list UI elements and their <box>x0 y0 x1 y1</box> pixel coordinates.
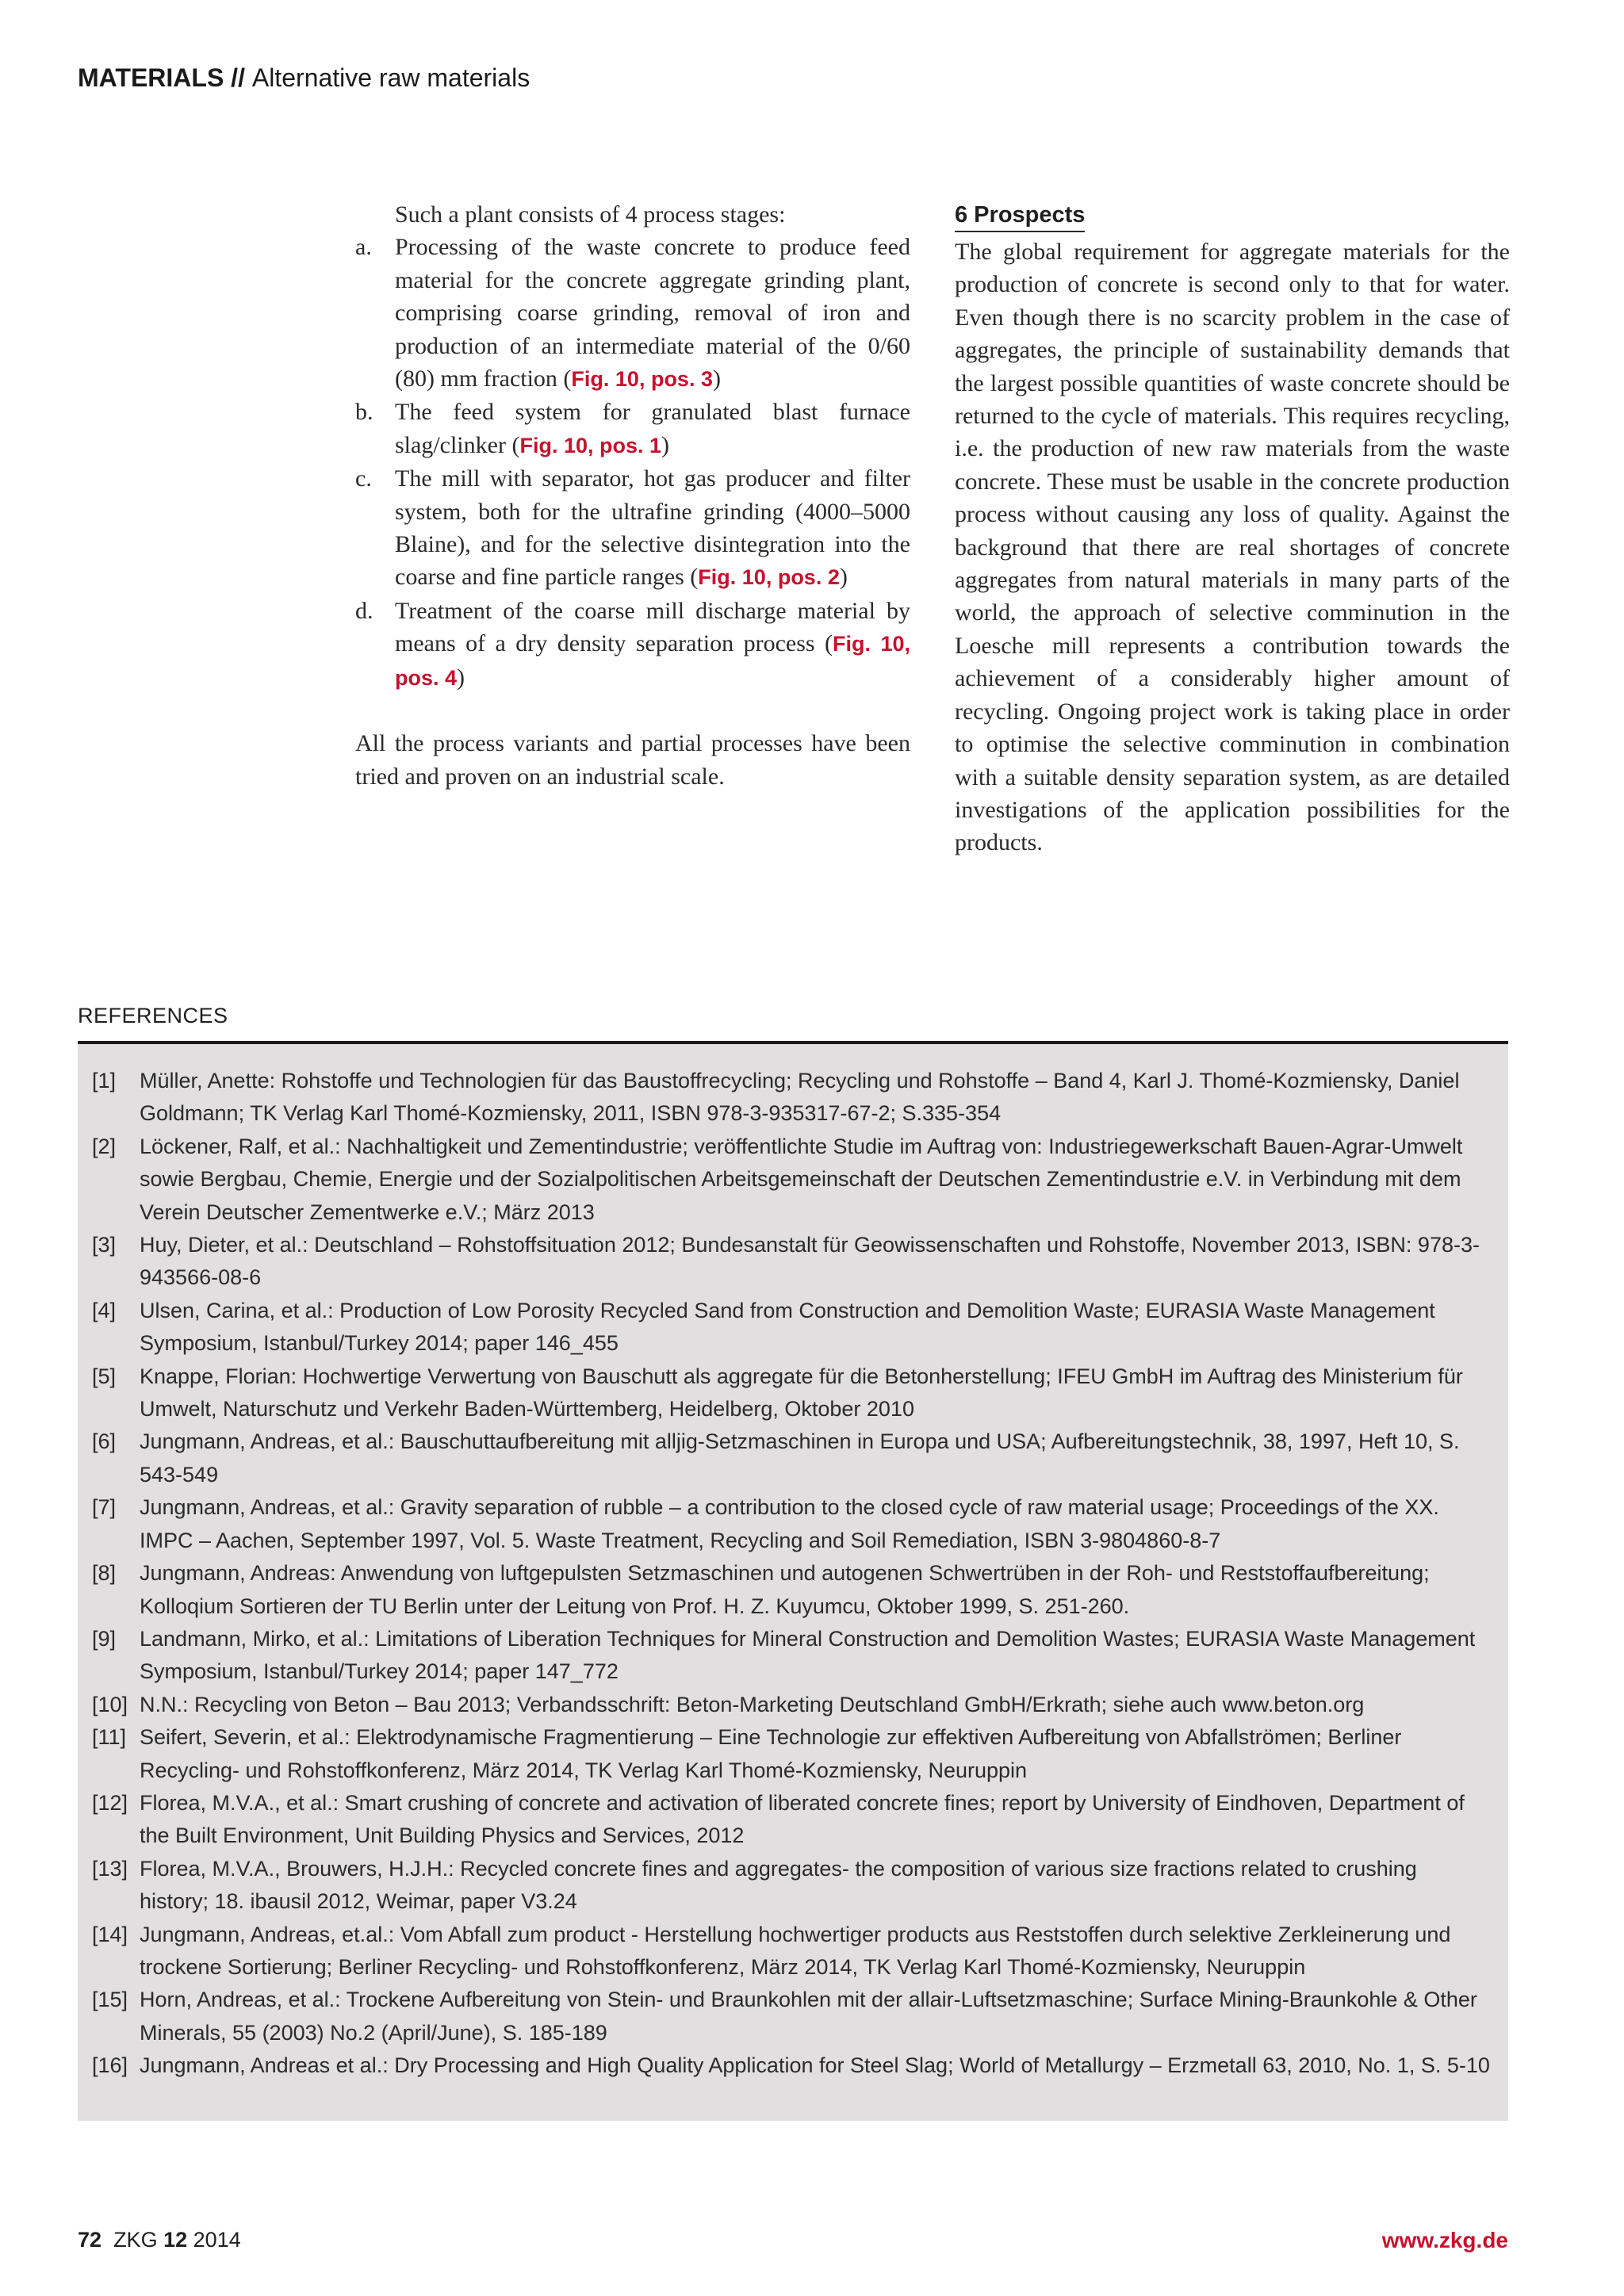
left-column <box>355 198 910 793</box>
reference-text: Seifert, Severin, et al.: Elektrodynamische Fragmentierung – Eine Technologie zur effektiven Aufbereitung von Abfallströmen; Berliner Recycling- und Rohstoffkonferenz, März 2014, TK Verlag Karl Thomé-Kozmiensky, Neuruppin <box>140 1725 1402 1782</box>
figure-reference-link[interactable]: Fig. 10, pos. 4 <box>395 632 910 690</box>
closing-paragraph: All the process variants and partial processes have been tried and proven on an industrial scale. <box>355 730 910 790</box>
reference-text: N.N.: Recycling von Beton – Bau 2013; Verbandsschrift: Beton-Marketing Deutschland GmbH/Erkrath; siehe auch www.beton.org <box>140 1692 1365 1716</box>
figure-reference-link[interactable]: Fig. 10, pos. 2 <box>698 565 840 590</box>
process-step-d <box>355 595 910 695</box>
step-text-after: ) <box>839 564 848 591</box>
issue-number: 12 <box>163 2228 188 2252</box>
reference-item <box>92 1491 1491 1557</box>
prospects-paragraph: The global requirement for aggregate materials for the production of concrete is second only to that for water. Even though there is no scarcity problem in the case of aggregates, the principle of sustainability demands that the largest possible quantities of waste concrete should be returned to the cycle of materials. This requires recycling, i.e. the production of new raw materials from the waste concrete. These must be usable in the concrete production process without causing any loss of quality. Against the background that there are real shortages of concrete aggregates from natural materials in many parts of the world, the approach of selective comminution in the Loesche mill represents a contribution towards the achievement of a considerably higher amount of recycling. Ongoing project work is taking place in order to optimise the selective comminution in combination with a suitable density separation system, as are detailed investigations of the application possibilities for the products. <box>955 239 1510 856</box>
step-text <box>395 462 910 595</box>
reference-text: Jungmann, Andreas et al.: Dry Processing and High Quality Application for Steel Slag; World of Metallurgy – Erzmetall 63, 2010, No. 1, S. 5-10 <box>140 2053 1490 2078</box>
reference-item <box>92 1229 1491 1295</box>
journal-name: ZKG <box>113 2228 158 2252</box>
step-marker: b. <box>355 399 373 426</box>
process-step-a <box>355 231 910 396</box>
reference-number: [14] <box>92 1922 128 1946</box>
reference-item <box>92 1065 1491 1131</box>
header-section: MATERIALS <box>78 63 224 92</box>
reference-item <box>92 1360 1491 1426</box>
reference-item <box>92 1295 1491 1360</box>
step-marker: c. <box>355 465 372 492</box>
page-number: 72 <box>78 2228 102 2252</box>
running-header <box>78 63 530 93</box>
reference-number: [10] <box>92 1692 128 1716</box>
reference-item <box>92 1787 1491 1853</box>
header-subsection: Alternative raw materials <box>251 63 530 92</box>
reference-text: Jungmann, Andreas: Anwendung von luftgepulsten Setzmaschinen und autogenen Schwertrüben in der Roh- und Reststoffaufbereitung; Kolloqium Sortieren der TU Berlin unter der Leitung von Prof. H. Z. Kuyumcu, Oktober 1999, S. 251-260. <box>140 1561 1430 1618</box>
step-text-after: ) <box>712 365 721 392</box>
reference-number: [12] <box>92 1790 128 1815</box>
reference-text: Müller, Anette: Rohstoffe und Technologien für das Baustoffrecycling; Recycling und Rohstoffe – Band 4, Karl J. Thomé-Kozmiensky, Daniel Goldmann; TK Verlag Karl Thomé-Kozmiensky, 2011, ISBN 978-3-935317-67-2; S.335-354 <box>140 1069 1460 1126</box>
process-step-b <box>355 396 910 462</box>
reference-text: Ulsen, Carina, et al.: Production of Low Porosity Recycled Sand from Construction and Demolition Waste; EURASIA Waste Management Symposium, Istanbul/Turkey 2014; paper 146_455 <box>140 1298 1435 1356</box>
reference-number: [15] <box>92 1988 128 2012</box>
right-column <box>955 198 1510 859</box>
reference-number: [1] <box>92 1069 117 1093</box>
reference-number: [8] <box>92 1561 117 1586</box>
step-text-main: Processing of the waste concrete to produce feed material for the concrete aggregate grinding plant, comprising coarse grinding, removal of iron and production of an intermediate material of the 0/60 (80) mm fraction ( <box>395 234 910 392</box>
reference-text: Jungmann, Andreas, et al.: Bauschuttaufbereitung mit alljig-Setzmaschinen in Europa und USA; Aufbereitungstechnik, 38, 1997, Heft 10, S. 543-549 <box>140 1429 1460 1487</box>
reference-item <box>92 1721 1491 1787</box>
references-list <box>78 1041 1508 2121</box>
reference-number: [3] <box>92 1233 117 1257</box>
reference-text: Löckener, Ralf, et al.: Nachhaltigkeit und Zementindustrie; veröffentlichte Studie im Auftrag von: Industriegewerkschaft Bauen-Agrar-Umwelt sowie Bergbau, Chemie, Energie und der Sozialpolitischen Arbeitsgemeinschaft der Deutschen Zementindustrie e.V. in Verbindung mit dem Verein Deutscher Zementwerke e.V.; März 2013 <box>140 1134 1463 1224</box>
step-text <box>395 396 910 462</box>
reference-number: [13] <box>92 1856 128 1881</box>
reference-text: Knappe, Florian: Hochwertige Verwertung von Bauschutt als aggregate für die Betonherstellung; IFEU GmbH im Auftrag des Ministerium für Umwelt, Naturschutz und Verkehr Baden-Württemberg, Heidelberg, Oktober 2010 <box>140 1364 1463 1422</box>
reference-item <box>92 1425 1491 1491</box>
reference-item <box>92 1689 1491 1721</box>
step-marker: d. <box>355 597 373 624</box>
reference-text: Huy, Dieter, et al.: Deutschland – Rohstoffsituation 2012; Bundesanstalt für Geowissenschaften und Rohstoffe, November 2013, ISBN: 978-3-943566-08-6 <box>140 1233 1480 1290</box>
figure-reference-link[interactable]: Fig. 10, pos. 3 <box>571 367 713 392</box>
process-intro: Such a plant consists of 4 process stages: <box>395 201 786 228</box>
reference-item <box>92 1131 1491 1229</box>
reference-text: Landmann, Mirko, et al.: Limitations of Liberation Techniques for Mineral Construction and Demolition Wastes; EURASIA Waste Management Symposium, Istanbul/Turkey 2014; paper 147_772 <box>140 1626 1476 1684</box>
reference-number: [11] <box>92 1725 127 1750</box>
issue-year: 2014 <box>193 2228 241 2252</box>
step-text-after: ) <box>457 664 465 691</box>
step-text <box>395 231 910 396</box>
reference-number: [7] <box>92 1495 117 1520</box>
footer-folio <box>78 2228 241 2252</box>
process-step-c <box>355 462 910 595</box>
header-separator: // <box>224 63 252 92</box>
step-text-main: Treatment of the coarse mill discharge material by means of a dry density separation process ( <box>395 597 910 657</box>
reference-item <box>92 2049 1491 2082</box>
website-link[interactable]: www.zkg.de <box>1381 2228 1508 2252</box>
reference-item <box>92 1623 1491 1689</box>
references-heading: REFERENCES <box>78 1004 228 1027</box>
reference-number: [16] <box>92 2053 128 2078</box>
reference-number: [4] <box>92 1298 117 1322</box>
reference-number: [9] <box>92 1626 117 1651</box>
step-text <box>395 595 910 695</box>
step-text-main: The mill with separator, hot gas producer and filter system, both for the ultrafine grinding (4000–5000 Blaine), and for the selective disintegration into the coarse and fine particle ranges ( <box>395 465 910 591</box>
step-marker: a. <box>355 234 372 261</box>
reference-item <box>92 1853 1491 1919</box>
reference-number: [5] <box>92 1364 117 1388</box>
step-text-after: ) <box>661 431 669 458</box>
reference-item <box>92 1557 1491 1623</box>
reference-text: Jungmann, Andreas, et al.: Gravity separation of rubble – a contribution to the closed cycle of raw material usage; Proceedings of the XX. IMPC – Aachen, September 1997, Vol. 5. Waste Treatment, Recycling and Soil Remediation, ISBN 3-9804860-8-7 <box>140 1495 1439 1552</box>
reference-text: Florea, M.V.A., et al.: Smart crushing of concrete and activation of liberated concrete fines; report by University of Eindhoven, Department of the Built Environment, Unit Building Physics and Services, 2012 <box>140 1790 1465 1848</box>
reference-text: Horn, Andreas, et al.: Trockene Aufbereitung von Stein- und Braunkohlen mit der allair-Luftsetzmaschine; Surface Mining-Braunkohle & Other Minerals, 55 (2003) No.2 (April/June), S. 185-189 <box>140 1988 1477 2045</box>
reference-text: Jungmann, Andreas, et.al.: Vom Abfall zum product - Herstellung hochwertiger products aus Reststoffen durch selektive Zerkleinerung und trockene Sortierung; Berliner Recycling- und Rohstoffkonferenz, März 2014, TK Verlag Karl Thomé-Kozmiensky, Neuruppin <box>140 1922 1451 1979</box>
figure-reference-link[interactable]: Fig. 10, pos. 1 <box>519 433 661 457</box>
reference-item <box>92 1919 1491 1984</box>
reference-number: [6] <box>92 1429 117 1454</box>
reference-number: [2] <box>92 1134 117 1158</box>
reference-text: Florea, M.V.A., Brouwers, H.J.H.: Recycled concrete fines and aggregates- the composition of various size fractions related to crushing history; 18. ibausil 2012, Weimar, paper V3.24 <box>140 1856 1417 1914</box>
step-text-main: The feed system for granulated blast furnace slag/clinker ( <box>395 399 910 458</box>
reference-item <box>92 1984 1491 2049</box>
section-heading: 6 Prospects <box>955 201 1085 232</box>
